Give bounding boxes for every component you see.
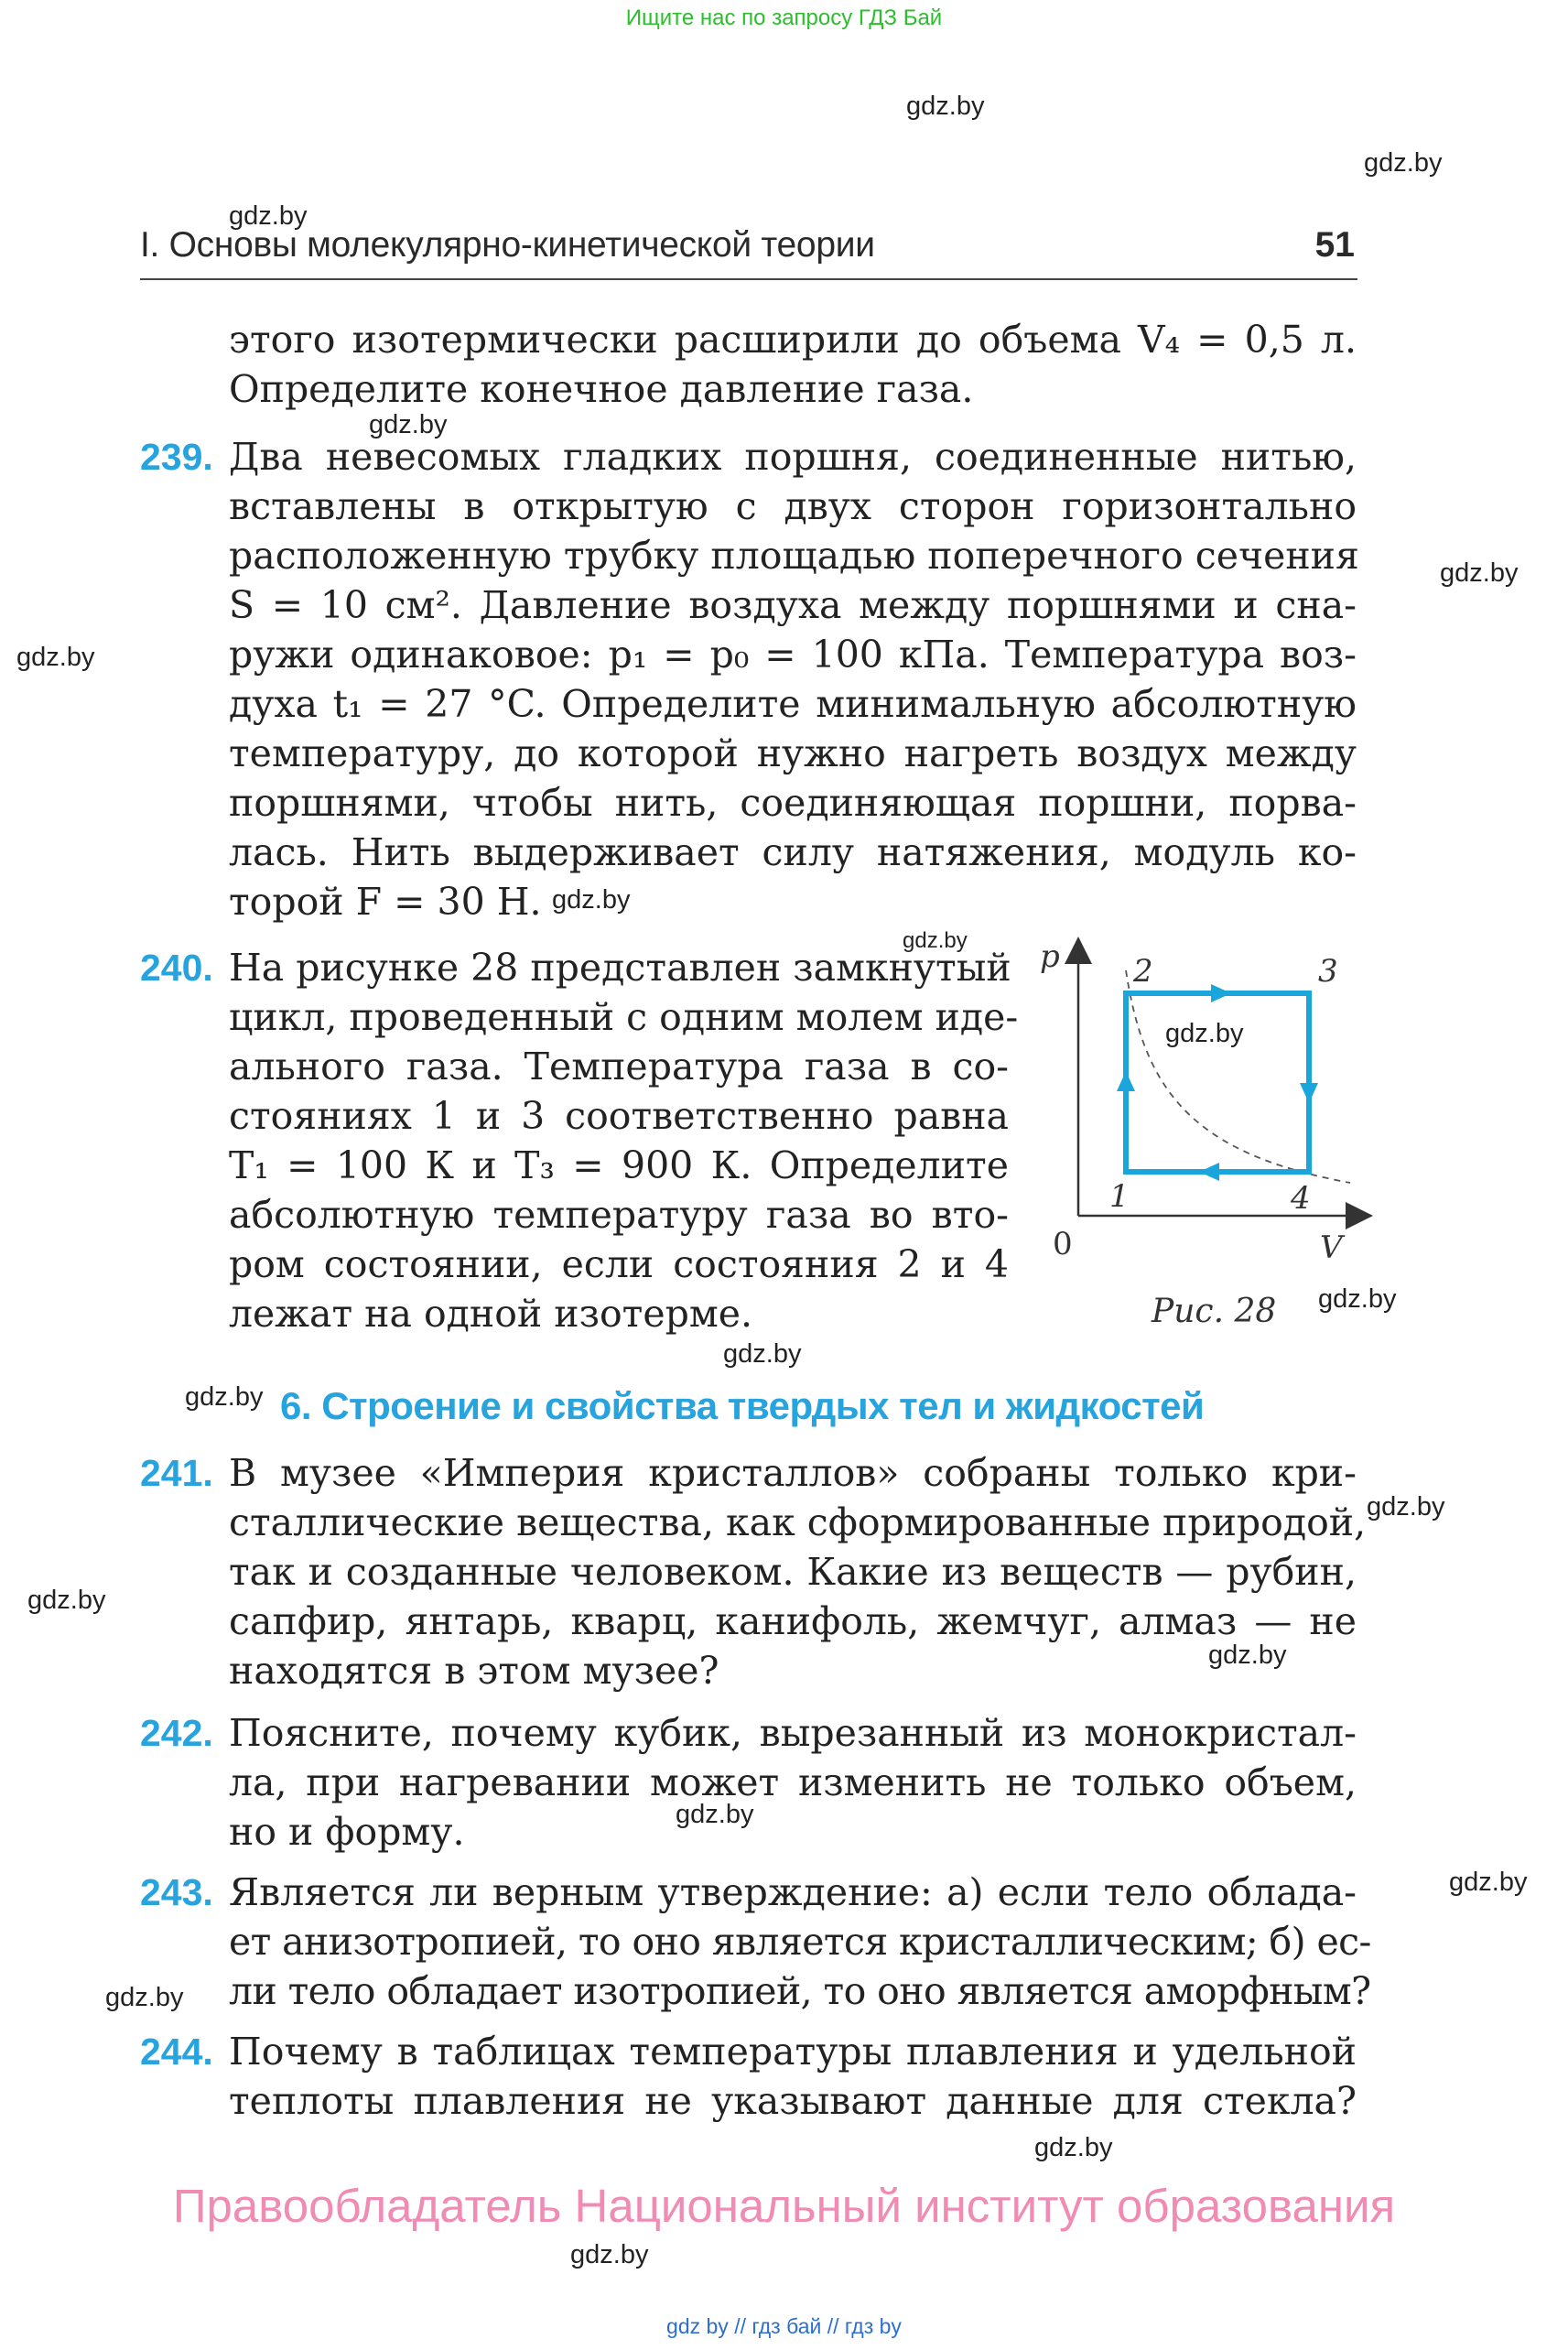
watermark: gdz.by: [1364, 148, 1443, 178]
text-line: Два невесомых гладких поршня, соединенные нитью,: [229, 435, 1357, 479]
text-line: S = 10 см². Давление воздуха между поршнями и сна-: [229, 583, 1357, 627]
text-line: но и форму.: [229, 1810, 465, 1854]
watermark: gdz.by: [906, 92, 985, 121]
text-line: стояниях 1 и 3 соответственно равна: [229, 1094, 1009, 1138]
page-number: 51: [1314, 225, 1355, 265]
text-line: лась. Нить выдерживает силу натяжения, модуль ко-: [229, 830, 1357, 874]
problem-number: 240.: [140, 947, 213, 989]
watermark: gdz.by: [1208, 1641, 1287, 1670]
section-title: 6. Строение и свойства твердых тел и жидкостей: [280, 1384, 1205, 1427]
text-line: цикл, проведенный с одним молем иде-: [229, 995, 1019, 1039]
state-label-3: 3: [1318, 953, 1338, 990]
text-line: Поясните, почему кубик, вырезанный из монокристал-: [229, 1711, 1357, 1755]
problem-number: 241.: [140, 1452, 213, 1494]
text-line: духа t₁ = 27 °C. Определите минимальную абсолютную: [229, 682, 1357, 726]
watermark: gdz.by: [16, 643, 95, 672]
text-line: ет анизотропией, то оно является кристаллическим; б) ес-: [229, 1920, 1371, 1964]
isotherm-curve: [1126, 970, 1350, 1183]
watermark: gdz.by: [723, 1339, 802, 1369]
text-line: этого изотермически расширили до объема V₄ = 0,5 л.: [229, 318, 1357, 362]
text-line: теплоты плавления не указывают данные для стекла?: [229, 2079, 1357, 2123]
text-line: В музее «Империя кристаллов» собраны только кри-: [229, 1451, 1357, 1495]
text-line: поршнями, чтобы нить, соединяющая поршни, порва-: [229, 781, 1357, 825]
text-line: ружи одинаковое: p₁ = p₀ = 100 кПа. Температура воз-: [229, 633, 1357, 677]
watermark: gdz.by: [185, 1382, 264, 1412]
text-line: На рисунке 28 представлен замкнутый: [229, 946, 1011, 990]
copyright-notice: Правообладатель Национальный институт образования: [172, 2180, 1396, 2232]
text-line: T₁ = 100 К и T₃ = 900 К. Определите: [229, 1143, 1009, 1187]
watermark: gdz.by: [1165, 1019, 1244, 1048]
arrow-down-icon: [1300, 1083, 1318, 1103]
watermark: gdz.by: [570, 2240, 649, 2269]
figure-caption: Рис. 28: [1152, 1293, 1277, 1330]
problem-number: 244.: [140, 2031, 213, 2073]
pv-diagram: [1034, 925, 1382, 1272]
text-line: сапфир, янтарь, кварц, канифоль, жемчуг, алмаз — не: [229, 1599, 1357, 1643]
watermark: gdz.by: [676, 1800, 754, 1829]
watermark: gdz.by: [1440, 558, 1519, 588]
watermark: gdz.by: [1367, 1492, 1445, 1522]
text-line: торой F = 30 Н.: [229, 880, 542, 924]
arrow-left-icon: [1199, 1163, 1219, 1181]
text-line: Определите конечное давление газа.: [229, 367, 974, 411]
problem-number: 239.: [140, 436, 213, 478]
text-line: расположенную трубку площадью поперечного сечения: [229, 534, 1359, 578]
arrow-right-icon: [1211, 984, 1231, 1002]
state-label-1: 1: [1109, 1178, 1130, 1215]
text-line: лежат на одной изотерме.: [229, 1292, 753, 1336]
text-line: ром состоянии, если состояния 2 и 4: [229, 1242, 1009, 1286]
text-line: абсолютную температуру газа во вто-: [229, 1193, 1009, 1237]
footer-links[interactable]: gdz by // гдз бай // гдз by: [666, 2314, 902, 2338]
text-line: температуру, до которой нужно нагреть воздух между: [229, 731, 1357, 775]
text-line: Почему в таблицах температуры плавления и удельной: [229, 2030, 1357, 2074]
text-line: так и созданные человеком. Какие из веществ — рубин,: [229, 1550, 1357, 1594]
watermark: gdz.by: [229, 201, 308, 231]
origin-label: 0: [1053, 1226, 1073, 1262]
watermark: gdz.by: [1449, 1868, 1528, 1897]
text-line: ального газа. Температура газа в со-: [229, 1045, 1009, 1088]
watermark: gdz.by: [27, 1586, 106, 1615]
text-line: Является ли верным утверждение: а) если тело облада-: [229, 1870, 1357, 1914]
watermark: gdz.by: [105, 1983, 184, 2012]
state-label-4: 4: [1291, 1180, 1311, 1217]
arrow-up-icon: [1117, 1071, 1135, 1091]
top-banner: Ищите нас по запросу ГДЗ Бай: [625, 5, 943, 30]
text-line: сталлические вещества, как сформированные природой,: [229, 1500, 1367, 1544]
watermark: gdz.by: [369, 410, 448, 439]
axis-label-v: V: [1320, 1229, 1343, 1266]
state-label-2: 2: [1133, 953, 1153, 990]
text-line: ли тело обладает изотропией, то оно является аморфным?: [229, 1969, 1371, 2013]
watermark: gdz.by: [1034, 2133, 1113, 2162]
header-rule: [140, 278, 1357, 280]
watermark: gdz.by: [1318, 1284, 1397, 1314]
text-line: ла, при нагревании может изменить не только объем,: [229, 1760, 1357, 1804]
text-line: находятся в этом музее?: [229, 1649, 719, 1693]
watermark: gdz.by: [552, 885, 631, 915]
problem-number: 242.: [140, 1712, 213, 1754]
running-head: I. Основы молекулярно-кинетической теории: [140, 225, 875, 265]
text-line: вставлены в открытую с двух сторон горизонтально: [229, 484, 1357, 528]
cycle-path: [1126, 993, 1309, 1172]
axis-label-p: p: [1040, 938, 1060, 975]
problem-number: 243.: [140, 1871, 213, 1913]
watermark: gdz.by: [903, 928, 968, 953]
